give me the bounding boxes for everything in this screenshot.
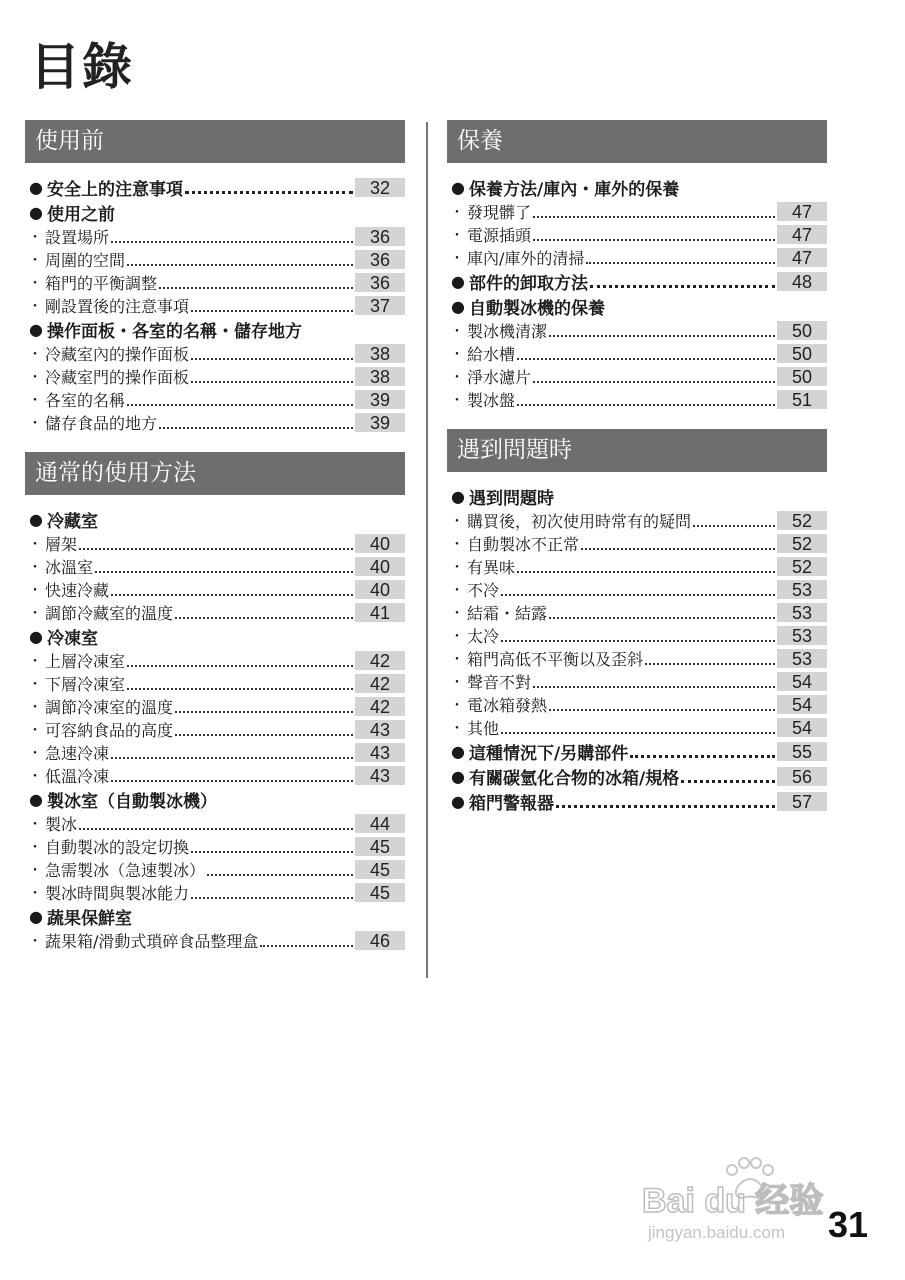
page-ref: 43 xyxy=(355,743,405,762)
entry-label: 太冷 xyxy=(467,627,500,646)
bullet-dot-icon: ・ xyxy=(28,298,42,315)
bullet-dot-icon: ・ xyxy=(450,720,464,737)
bullet-circle-icon: ● xyxy=(451,792,465,811)
dot-leader xyxy=(191,298,353,312)
entry-label: 箱門的平衡調整 xyxy=(45,274,158,293)
toc-sub-entry xyxy=(447,693,827,716)
bullet-circle-icon: ● xyxy=(29,907,43,926)
toc-sub-entry xyxy=(25,835,405,858)
dot-leader xyxy=(645,651,775,665)
entry-label: 冷凍室 xyxy=(47,629,98,649)
dot-leader xyxy=(159,275,353,289)
bullet-dot-icon: ・ xyxy=(28,699,42,716)
entry-label: 使用之前 xyxy=(47,205,115,225)
dot-leader xyxy=(517,559,775,573)
toc-sub-entry xyxy=(447,365,827,388)
toc-section xyxy=(447,429,827,814)
bullet-dot-icon: ・ xyxy=(450,346,464,363)
dot-leader xyxy=(533,674,775,688)
entry-label: 結霜・結露 xyxy=(467,604,548,623)
page-ref: 40 xyxy=(355,557,405,576)
page-ref: 44 xyxy=(355,814,405,833)
toc-sub-entry xyxy=(25,388,405,411)
bullet-dot-icon: ・ xyxy=(28,745,42,762)
page-ref: 36 xyxy=(355,227,405,246)
dot-leader xyxy=(127,653,353,667)
page-ref: 47 xyxy=(777,225,827,244)
bullet-circle-icon: ● xyxy=(451,297,465,316)
bullet-dot-icon: ・ xyxy=(28,275,42,292)
bullet-circle-icon: ● xyxy=(451,742,465,761)
section-header: 保養 xyxy=(447,120,827,163)
toc-main-entry xyxy=(25,200,405,225)
page-ref: 48 xyxy=(777,272,827,291)
page-ref: 37 xyxy=(355,296,405,315)
page-ref: 40 xyxy=(355,534,405,553)
toc-sub-entry xyxy=(25,248,405,271)
page-ref: 46 xyxy=(355,931,405,950)
entry-label: 不冷 xyxy=(467,581,500,600)
bullet-circle-icon: ● xyxy=(29,790,43,809)
bullet-dot-icon: ・ xyxy=(28,722,42,739)
bullet-circle-icon: ● xyxy=(451,767,465,786)
page-ref: 55 xyxy=(777,742,827,761)
entry-label: 蔬果保鮮室 xyxy=(47,909,132,929)
dot-leader xyxy=(95,559,353,573)
page-ref: 45 xyxy=(355,860,405,879)
toc-left-column xyxy=(25,120,405,952)
toc-sub-entry xyxy=(447,532,827,555)
toc-sub-entry xyxy=(447,578,827,601)
dot-leader xyxy=(533,369,775,383)
entry-label: 遇到問題時 xyxy=(469,489,554,509)
watermark-main-text: Bai du 经验 xyxy=(642,1182,824,1220)
page-ref: 51 xyxy=(777,390,827,409)
toc-section xyxy=(447,120,827,411)
bullet-dot-icon: ・ xyxy=(450,323,464,340)
bullet-dot-icon: ・ xyxy=(450,204,464,221)
entry-label: 下層冷凍室 xyxy=(45,675,126,694)
toc-sub-entry xyxy=(25,672,405,695)
page-ref: 53 xyxy=(777,626,827,645)
entry-label: 調節冷藏室的溫度 xyxy=(45,604,174,623)
dot-leader xyxy=(581,536,775,550)
dot-leader xyxy=(127,252,353,266)
page-ref: 38 xyxy=(355,344,405,363)
page-ref: 52 xyxy=(777,511,827,530)
page-ref: 52 xyxy=(777,557,827,576)
toc-main-entry xyxy=(25,317,405,342)
entry-label: 製冰盤 xyxy=(467,391,516,410)
page-ref: 42 xyxy=(355,651,405,670)
entry-label: 箱門高低不平衡以及歪斜 xyxy=(467,650,644,669)
page-ref: 50 xyxy=(777,344,827,363)
toc-sub-entry xyxy=(25,342,405,365)
dot-leader xyxy=(556,793,775,808)
page-ref: 53 xyxy=(777,649,827,668)
page-ref: 56 xyxy=(777,767,827,786)
dot-leader xyxy=(127,392,353,406)
page-ref: 52 xyxy=(777,534,827,553)
dot-leader xyxy=(630,743,775,758)
page-ref: 41 xyxy=(355,603,405,622)
toc-main-entry xyxy=(447,269,827,294)
bullet-dot-icon: ・ xyxy=(450,605,464,622)
bullet-dot-icon: ・ xyxy=(28,862,42,879)
bullet-dot-icon: ・ xyxy=(450,697,464,714)
toc-sub-entry xyxy=(447,647,827,670)
toc-section xyxy=(25,452,405,952)
page-ref: 53 xyxy=(777,580,827,599)
bullet-circle-icon: ● xyxy=(451,178,465,197)
entry-label: 其他 xyxy=(467,719,500,738)
toc-main-entry xyxy=(25,507,405,532)
toc-sub-entry xyxy=(25,578,405,601)
dot-leader xyxy=(533,227,775,241)
toc-main-entry xyxy=(25,787,405,812)
toc-main-entry xyxy=(25,175,405,200)
toc-right-column xyxy=(447,120,827,814)
entry-label: 急需製冰（急速製冰） xyxy=(45,861,206,880)
toc-sub-entry xyxy=(25,601,405,624)
toc-sub-entry xyxy=(447,388,827,411)
bullet-dot-icon: ・ xyxy=(28,415,42,432)
page-number: 31 xyxy=(827,1204,868,1245)
bullet-dot-icon: ・ xyxy=(450,250,464,267)
page-ref: 54 xyxy=(777,718,827,737)
bullet-circle-icon: ● xyxy=(451,487,465,506)
entry-label: 層架 xyxy=(45,535,78,554)
toc-sub-entry xyxy=(25,929,405,952)
bullet-dot-icon: ・ xyxy=(28,768,42,785)
bullet-dot-icon: ・ xyxy=(28,346,42,363)
page-ref: 43 xyxy=(355,766,405,785)
bullet-dot-icon: ・ xyxy=(28,885,42,902)
bullet-dot-icon: ・ xyxy=(450,651,464,668)
page-ref: 42 xyxy=(355,697,405,716)
bullet-dot-icon: ・ xyxy=(450,628,464,645)
toc-sub-entry xyxy=(447,555,827,578)
entry-label: 安全上的注意事項 xyxy=(47,180,183,200)
page-ref: 50 xyxy=(777,321,827,340)
toc-sub-entry xyxy=(447,246,827,269)
toc-sub-entry xyxy=(25,741,405,764)
entry-label: 冷藏室 xyxy=(47,512,98,532)
dot-leader xyxy=(111,768,353,782)
page-ref: 42 xyxy=(355,674,405,693)
entry-label: 設置場所 xyxy=(45,228,110,247)
dot-leader xyxy=(191,885,353,899)
dot-leader xyxy=(549,697,775,711)
dot-leader xyxy=(533,204,775,218)
toc-sub-entry xyxy=(447,601,827,624)
dot-leader xyxy=(549,323,775,337)
page-ref: 38 xyxy=(355,367,405,386)
bullet-dot-icon: ・ xyxy=(28,933,42,950)
entry-label: 冰溫室 xyxy=(45,558,94,577)
toc-main-entry xyxy=(447,789,827,814)
dot-leader xyxy=(681,768,775,783)
entry-label: 調節冷凍室的溫度 xyxy=(45,698,174,717)
entry-label: 急速冷凍 xyxy=(45,744,110,763)
toc-sub-entry xyxy=(447,223,827,246)
toc-sub-entry xyxy=(25,858,405,881)
entry-label: 製冰室（自動製冰機） xyxy=(47,792,217,812)
toc-sub-entry xyxy=(447,342,827,365)
page-ref: 53 xyxy=(777,603,827,622)
toc-sub-entry xyxy=(447,716,827,739)
entry-label: 儲存食品的地方 xyxy=(45,414,158,433)
dot-leader xyxy=(185,179,353,194)
bullet-dot-icon: ・ xyxy=(450,513,464,530)
bullet-dot-icon: ・ xyxy=(450,369,464,386)
toc-sub-entry xyxy=(447,200,827,223)
bullet-dot-icon: ・ xyxy=(450,559,464,576)
page-ref: 36 xyxy=(355,273,405,292)
bullet-dot-icon: ・ xyxy=(28,653,42,670)
dot-leader xyxy=(590,273,775,288)
bullet-dot-icon: ・ xyxy=(450,536,464,553)
entry-label: 自動製冰的設定切換 xyxy=(45,838,190,857)
entry-label: 製冰時間與製冰能力 xyxy=(45,884,190,903)
dot-leader xyxy=(517,346,775,360)
page-ref: 47 xyxy=(777,202,827,221)
toc-sub-entry xyxy=(25,532,405,555)
entry-label: 冷藏室內的操作面板 xyxy=(45,345,190,364)
entry-label: 可容納食品的高度 xyxy=(45,721,174,740)
entry-label: 有關碳氫化合物的冰箱/規格 xyxy=(469,769,680,789)
page-ref: 54 xyxy=(777,672,827,691)
bullet-dot-icon: ・ xyxy=(450,674,464,691)
entry-label: 製冰機清潔 xyxy=(467,322,548,341)
bullet-dot-icon: ・ xyxy=(450,392,464,409)
toc-sub-entry xyxy=(25,718,405,741)
toc-sub-entry xyxy=(25,555,405,578)
section-header: 使用前 xyxy=(25,120,405,163)
bullet-dot-icon: ・ xyxy=(28,676,42,693)
dot-leader xyxy=(191,346,353,360)
toc-main-entry xyxy=(447,175,827,200)
dot-leader xyxy=(517,392,775,406)
entry-label: 電冰箱發熱 xyxy=(467,696,548,715)
toc-sub-entry xyxy=(25,695,405,718)
toc-sub-entry xyxy=(25,764,405,787)
toc-sub-entry xyxy=(25,881,405,904)
entry-label: 聲音不對 xyxy=(467,673,532,692)
toc-sub-entry xyxy=(25,271,405,294)
bullet-circle-icon: ● xyxy=(29,510,43,529)
entry-label: 這種情況下/另購部件 xyxy=(469,744,629,764)
dot-leader xyxy=(79,816,353,830)
page-ref: 47 xyxy=(777,248,827,267)
page-ref: 40 xyxy=(355,580,405,599)
bullet-dot-icon: ・ xyxy=(28,816,42,833)
dot-leader xyxy=(111,229,353,243)
watermark-url-text: jingyan.baidu.com xyxy=(648,1223,786,1242)
dot-leader xyxy=(191,839,353,853)
entry-label: 部件的卸取方法 xyxy=(469,274,588,294)
bullet-dot-icon: ・ xyxy=(28,229,42,246)
page-ref: 45 xyxy=(355,837,405,856)
entry-label: 箱門警報器 xyxy=(469,794,554,814)
toc-sub-entry xyxy=(25,365,405,388)
column-divider xyxy=(426,122,428,978)
page-title: 目錄 xyxy=(30,38,134,96)
dot-leader xyxy=(111,745,353,759)
bullet-dot-icon: ・ xyxy=(28,839,42,856)
bullet-dot-icon: ・ xyxy=(28,252,42,269)
entry-label: 各室的名稱 xyxy=(45,391,126,410)
dot-leader xyxy=(111,582,353,596)
bullet-dot-icon: ・ xyxy=(450,582,464,599)
toc-sub-entry xyxy=(447,319,827,342)
entry-label: 有異味 xyxy=(467,558,516,577)
entry-label: 淨水濾片 xyxy=(467,368,532,387)
toc-sub-entry xyxy=(25,411,405,434)
toc-sub-entry xyxy=(25,649,405,672)
entry-label: 剛設置後的注意事項 xyxy=(45,297,190,316)
dot-leader xyxy=(79,536,353,550)
dot-leader xyxy=(159,415,353,429)
dot-leader xyxy=(191,369,353,383)
toc-sub-entry xyxy=(25,225,405,248)
page-ref: 54 xyxy=(777,695,827,714)
dot-leader xyxy=(175,699,353,713)
page-ref: 45 xyxy=(355,883,405,902)
bullet-circle-icon: ● xyxy=(451,272,465,291)
entry-label: 製冰 xyxy=(45,815,78,834)
page-ref: 43 xyxy=(355,720,405,739)
toc-main-entry xyxy=(25,904,405,929)
bullet-dot-icon: ・ xyxy=(28,392,42,409)
page-ref: 50 xyxy=(777,367,827,386)
toc-main-entry xyxy=(447,764,827,789)
dot-leader xyxy=(501,720,775,734)
bullet-dot-icon: ・ xyxy=(28,559,42,576)
entry-label: 自動製冰不正常 xyxy=(467,535,580,554)
toc-main-entry xyxy=(25,624,405,649)
toc-main-entry xyxy=(447,484,827,509)
entry-label: 發現髒了 xyxy=(467,203,532,222)
entry-label: 庫內/庫外的清掃 xyxy=(467,249,585,268)
baidu-jingyan-watermark xyxy=(642,1150,842,1245)
bullet-circle-icon: ● xyxy=(29,320,43,339)
page-ref: 39 xyxy=(355,390,405,409)
toc-sub-entry xyxy=(25,294,405,317)
dot-leader xyxy=(549,605,775,619)
toc-main-entry xyxy=(447,739,827,764)
toc-main-entry xyxy=(447,294,827,319)
bullet-dot-icon: ・ xyxy=(28,582,42,599)
dot-leader xyxy=(586,250,775,264)
entry-label: 操作面板・各室的名稱・儲存地方 xyxy=(47,322,302,342)
bullet-dot-icon: ・ xyxy=(28,369,42,386)
toc-sub-entry xyxy=(447,624,827,647)
entry-label: 快速冷藏 xyxy=(45,581,110,600)
entry-label: 保養方法/庫內・庫外的保養 xyxy=(469,180,680,200)
toc-section xyxy=(25,120,405,434)
page-ref: 36 xyxy=(355,250,405,269)
entry-label: 周圍的空間 xyxy=(45,251,126,270)
entry-label: 自動製冰機的保養 xyxy=(469,299,605,319)
dot-leader xyxy=(175,722,353,736)
dot-leader xyxy=(127,676,353,690)
dot-leader xyxy=(260,933,353,947)
entry-label: 冷藏室門的操作面板 xyxy=(45,368,190,387)
section-header: 遇到問題時 xyxy=(447,429,827,472)
toc-sub-entry xyxy=(447,670,827,693)
bullet-dot-icon: ・ xyxy=(28,605,42,622)
entry-label: 蔬果箱/滑動式瑣碎食品整理盒 xyxy=(45,932,259,951)
dot-leader xyxy=(501,628,775,642)
page-ref: 39 xyxy=(355,413,405,432)
section-header: 通常的使用方法 xyxy=(25,452,405,495)
bullet-circle-icon: ● xyxy=(29,203,43,222)
entry-label: 電源插頭 xyxy=(467,226,532,245)
dot-leader xyxy=(501,582,775,596)
dot-leader xyxy=(175,605,353,619)
bullet-circle-icon: ● xyxy=(29,178,43,197)
page-ref: 57 xyxy=(777,792,827,811)
bullet-dot-icon: ・ xyxy=(28,536,42,553)
dot-leader xyxy=(693,513,775,527)
entry-label: 給水槽 xyxy=(467,345,516,364)
toc-sub-entry xyxy=(25,812,405,835)
entry-label: 上層冷凍室 xyxy=(45,652,126,671)
entry-label: 購買後，初次使用時常有的疑問 xyxy=(467,512,692,531)
page-ref: 32 xyxy=(355,178,405,197)
dot-leader xyxy=(207,862,353,876)
toc-sub-entry xyxy=(447,509,827,532)
bullet-dot-icon: ・ xyxy=(450,227,464,244)
bullet-circle-icon: ● xyxy=(29,627,43,646)
entry-label: 低溫冷凍 xyxy=(45,767,110,786)
